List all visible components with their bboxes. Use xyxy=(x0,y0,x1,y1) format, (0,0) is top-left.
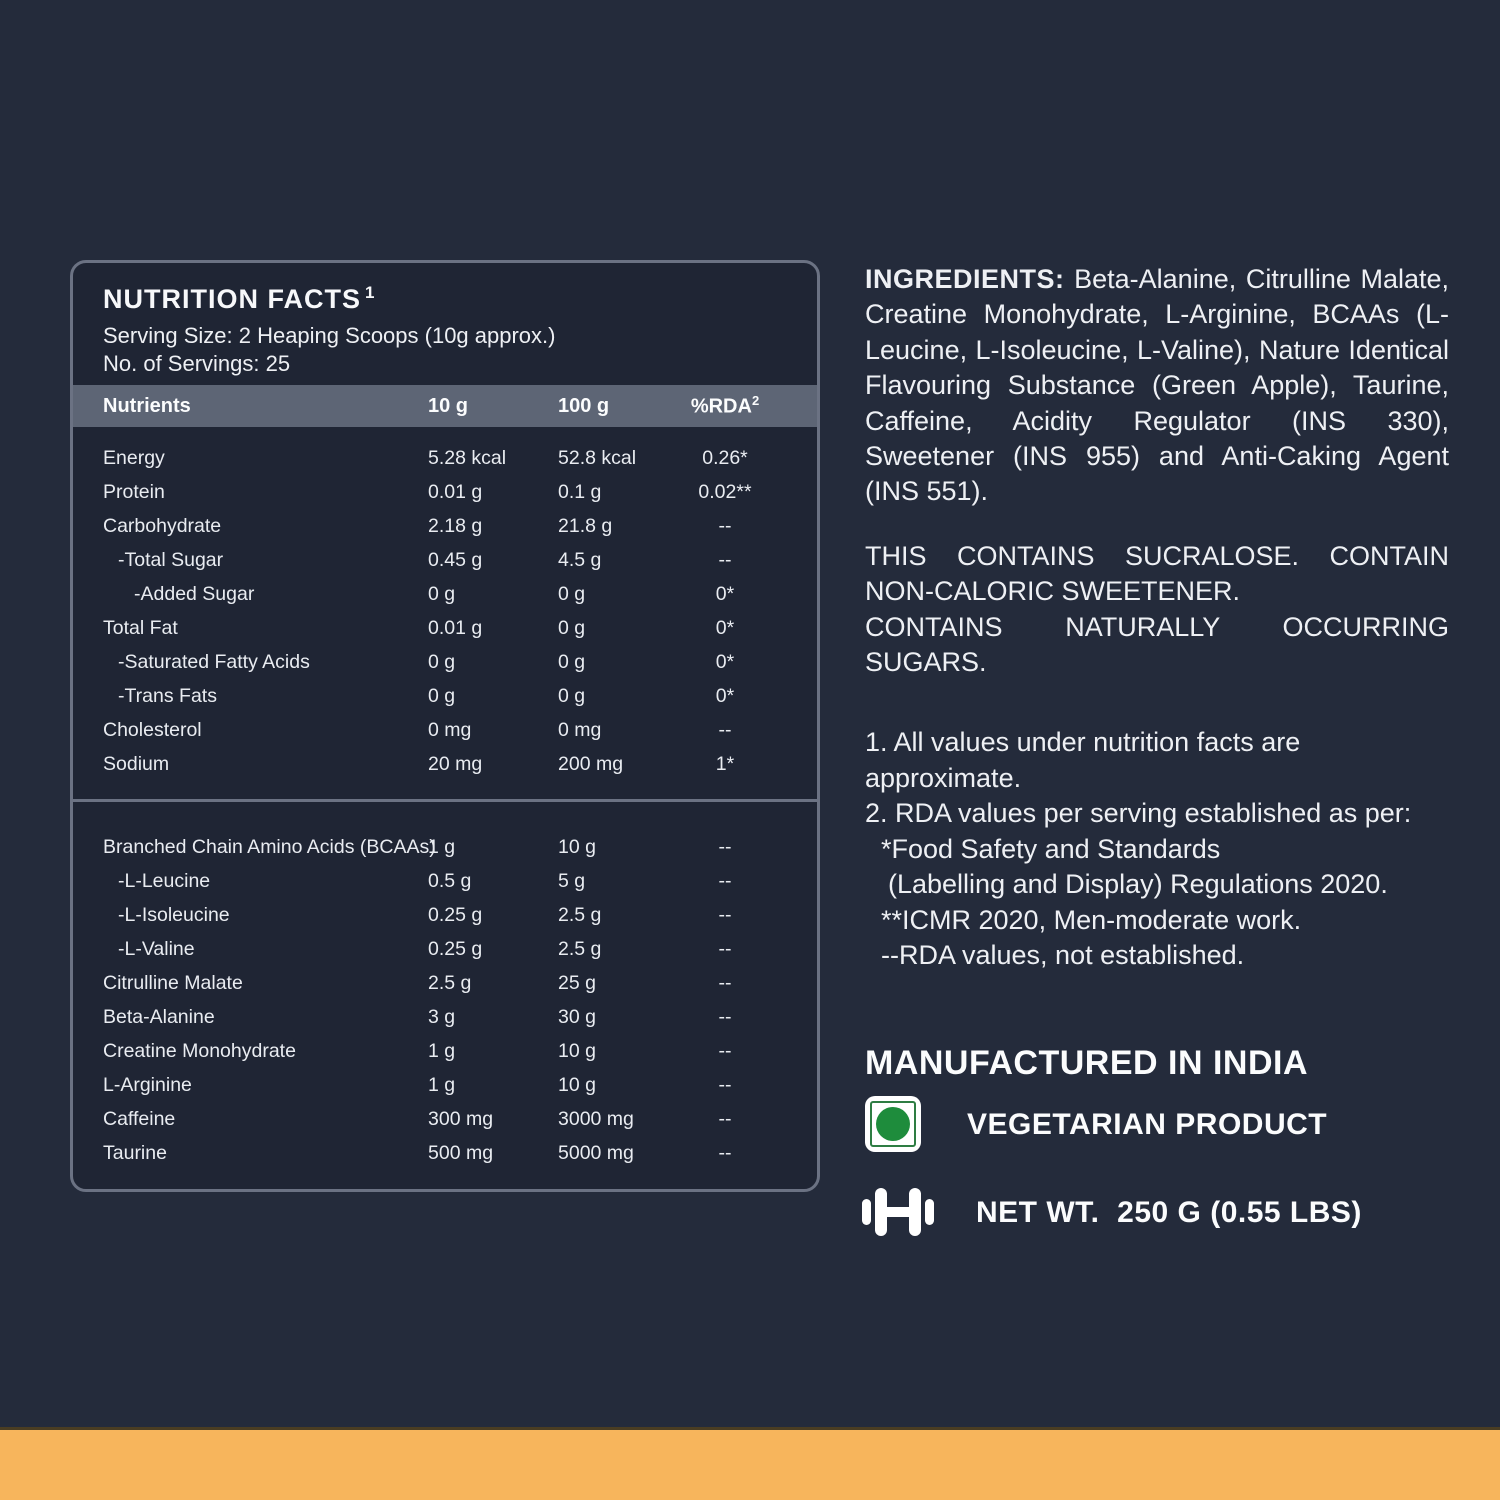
cell-nutrient: Cholesterol xyxy=(103,718,202,741)
cell-per-10g: 3 g xyxy=(428,1005,456,1028)
cell-nutrient: -Total Sugar xyxy=(118,548,224,571)
cell-per-10g: 0 g xyxy=(428,650,456,673)
footnote-line: **ICMR 2020, Men-moderate work. xyxy=(881,904,1302,935)
cell-rda: -- xyxy=(718,514,732,537)
cell-per-100g: 2.5 g xyxy=(558,937,602,960)
dumbbell-icon xyxy=(862,1186,934,1238)
cell-per-100g: 0 g xyxy=(558,684,586,707)
cell-per-100g: 52.8 kcal xyxy=(558,446,637,469)
cell-rda: -- xyxy=(718,1107,732,1130)
table-row xyxy=(73,509,817,543)
cell-nutrient: Sodium xyxy=(103,752,170,775)
cell-per-100g: 200 mg xyxy=(558,752,624,775)
table-row xyxy=(73,1068,817,1102)
footnotes-block xyxy=(865,725,1449,973)
cell-rda: -- xyxy=(718,903,732,926)
cell-nutrient: Citrulline Malate xyxy=(103,971,243,994)
bottom-accent-band xyxy=(0,1427,1500,1500)
table-row xyxy=(73,543,817,577)
table-row xyxy=(73,747,817,781)
cell-per-10g: 20 mg xyxy=(428,752,483,775)
rda-footnote-marker: 2 xyxy=(751,393,760,409)
ingredients-text: Beta-Alanine, Citrulline Malate, Creatine Monohydrate, L-Arginine, BCAAs (L-Leucine, L-Isoleucine, L-Valine), Nature Identical Flavouring Substance (Green Apple), Taurine, Caffeine, Acidity Regulator (INS 330), Sweetener (INS 955) and Anti-Caking Agent (INS 551). xyxy=(865,264,1449,507)
cell-per-100g: 2.5 g xyxy=(558,903,602,926)
cell-per-10g: 2.18 g xyxy=(428,514,483,537)
footnote-line: *Food Safety and Standards xyxy=(881,833,1221,864)
cell-nutrient: Protein xyxy=(103,480,165,503)
table-row xyxy=(73,645,817,679)
serving-size-line: Serving Size: 2 Heaping Scoops (10g approx.) xyxy=(103,323,556,348)
cell-nutrient: -L-Isoleucine xyxy=(118,903,230,926)
cell-nutrient: Energy xyxy=(103,446,165,469)
cell-nutrient: -L-Valine xyxy=(118,937,195,960)
table-row xyxy=(73,611,817,645)
cell-per-10g: 0.25 g xyxy=(428,903,483,926)
natural-sugars-claim: CONTAINS NATURALLY OCCURRING SUGARS. xyxy=(865,611,1449,678)
table-row xyxy=(73,577,817,611)
cell-per-10g: 500 mg xyxy=(428,1141,494,1164)
cell-rda: 1* xyxy=(715,752,735,775)
table-row xyxy=(73,1102,817,1136)
column-header-100g: 100 g xyxy=(558,394,610,417)
cell-rda: -- xyxy=(718,1141,732,1164)
cell-per-10g: 0.01 g xyxy=(428,616,483,639)
cell-per-10g: 0.25 g xyxy=(428,937,483,960)
macro-nutrients-section xyxy=(73,427,817,781)
cell-per-100g: 21.8 g xyxy=(558,514,613,537)
table-row xyxy=(73,898,817,932)
nutrition-facts-panel xyxy=(70,260,820,1192)
cell-per-100g: 3000 mg xyxy=(558,1107,634,1130)
table-row xyxy=(73,932,817,966)
vegetarian-label: VEGETARIAN PRODUCT xyxy=(967,1107,1328,1141)
servings-count-line: No. of Servings: 25 xyxy=(103,351,291,376)
table-row xyxy=(73,966,817,1000)
cell-nutrient: -L-Leucine xyxy=(118,869,211,892)
cell-rda: -- xyxy=(718,835,732,858)
table-row xyxy=(73,475,817,509)
column-header-nutrients: Nutrients xyxy=(103,394,191,417)
cell-per-100g: 0 mg xyxy=(558,718,602,741)
cell-per-100g: 10 g xyxy=(558,1039,596,1062)
cell-nutrient: -Saturated Fatty Acids xyxy=(118,650,310,673)
table-row xyxy=(73,1136,817,1170)
cell-nutrient: Taurine xyxy=(103,1141,167,1164)
cell-rda: -- xyxy=(718,971,732,994)
table-row xyxy=(73,679,817,713)
vegetarian-mark-frame xyxy=(870,1101,916,1147)
cell-per-100g: 30 g xyxy=(558,1005,596,1028)
cell-nutrient: -Trans Fats xyxy=(118,684,217,707)
cell-rda: 0* xyxy=(715,684,735,707)
cell-per-10g: 2.5 g xyxy=(428,971,472,994)
cell-rda: -- xyxy=(718,1073,732,1096)
cell-nutrient: Carbohydrate xyxy=(103,514,222,537)
cell-per-100g: 25 g xyxy=(558,971,596,994)
net-weight-row xyxy=(865,1186,1449,1238)
cell-rda: -- xyxy=(718,718,732,741)
ingredients-paragraph xyxy=(865,262,1449,510)
cell-per-10g: 1 g xyxy=(428,1039,456,1062)
table-row xyxy=(73,864,817,898)
rda-header-text: %RDA xyxy=(690,395,752,418)
panel-title-footnote-marker: 1 xyxy=(365,283,376,302)
cell-per-100g: 0 g xyxy=(558,650,586,673)
table-row xyxy=(73,441,817,475)
table-row xyxy=(73,1000,817,1034)
vegetarian-mark-icon xyxy=(865,1096,921,1152)
cell-rda: 0* xyxy=(715,650,735,673)
cell-per-10g: 0.5 g xyxy=(428,869,472,892)
sucralose-claim: THIS CONTAINS SUCRALOSE. CONTAIN NON-CALORIC SWEETENER. xyxy=(865,540,1449,607)
cell-per-100g: 10 g xyxy=(558,835,596,858)
cell-nutrient: Creatine Monohydrate xyxy=(103,1039,296,1062)
ingredients-heading: INGREDIENTS: xyxy=(865,264,1065,294)
cell-rda: 0* xyxy=(715,582,735,605)
cell-per-100g: 0 g xyxy=(558,582,586,605)
cell-nutrient: Beta-Alanine xyxy=(103,1005,215,1028)
net-weight-label: NET WT. 250 G (0.55 LBS) xyxy=(976,1195,1362,1229)
cell-rda: -- xyxy=(718,1005,732,1028)
cell-per-10g: 1 g xyxy=(428,1073,456,1096)
cell-per-10g: 5.28 kcal xyxy=(428,446,507,469)
cell-rda: 0* xyxy=(715,616,735,639)
cell-nutrient: Total Fat xyxy=(103,616,178,639)
cell-per-100g: 4.5 g xyxy=(558,548,602,571)
cell-per-100g: 0 g xyxy=(558,616,586,639)
cell-nutrient: L-Arginine xyxy=(103,1073,192,1096)
table-header-row xyxy=(73,385,817,427)
cell-rda: -- xyxy=(718,548,732,571)
active-ingredients-section xyxy=(73,802,817,1170)
table-row xyxy=(73,1034,817,1068)
panel-header xyxy=(73,263,817,378)
cell-rda: -- xyxy=(718,1039,732,1062)
cell-per-100g: 5 g xyxy=(558,869,586,892)
table-row xyxy=(73,830,817,864)
cell-per-10g: 0 g xyxy=(428,582,456,605)
cell-nutrient: Branched Chain Amino Acids (BCAAs) xyxy=(103,835,436,858)
sweetener-claims xyxy=(865,539,1449,681)
cell-per-100g: 0.1 g xyxy=(558,480,602,503)
cell-nutrient: -Added Sugar xyxy=(134,582,255,605)
cell-per-10g: 1 g xyxy=(428,835,456,858)
cell-rda: 0.26* xyxy=(702,446,748,469)
cell-per-10g: 0.45 g xyxy=(428,548,483,571)
cell-per-100g: 10 g xyxy=(558,1073,596,1096)
footnote-line: 1. All values under nutrition facts are approximate. xyxy=(865,727,1301,793)
cell-per-10g: 0.01 g xyxy=(428,480,483,503)
panel-title-text: NUTRITION FACTS xyxy=(103,284,361,314)
column-header-10g: 10 g xyxy=(428,394,469,417)
cell-rda: 0.02** xyxy=(698,480,752,503)
panel-title xyxy=(103,277,789,315)
manufactured-heading: MANUFACTURED IN INDIA xyxy=(865,1044,1309,1083)
cell-rda: -- xyxy=(718,869,732,892)
cell-rda: -- xyxy=(718,937,732,960)
footnote-line: 2. RDA values per serving established as per: xyxy=(865,798,1412,829)
vegetarian-green-dot xyxy=(876,1107,910,1141)
cell-per-10g: 0 g xyxy=(428,684,456,707)
info-column xyxy=(865,262,1449,1238)
cell-per-100g: 5000 mg xyxy=(558,1141,634,1164)
vegetarian-row xyxy=(865,1096,1449,1152)
column-header-rda xyxy=(683,393,817,419)
cell-per-10g: 300 mg xyxy=(428,1107,494,1130)
footnote-line: --RDA values, not established. xyxy=(881,939,1245,970)
footnote-line: (Labelling and Display) Regulations 2020. xyxy=(888,869,1388,900)
cell-per-10g: 0 mg xyxy=(428,718,472,741)
cell-nutrient: Caffeine xyxy=(103,1107,176,1130)
table-row xyxy=(73,713,817,747)
